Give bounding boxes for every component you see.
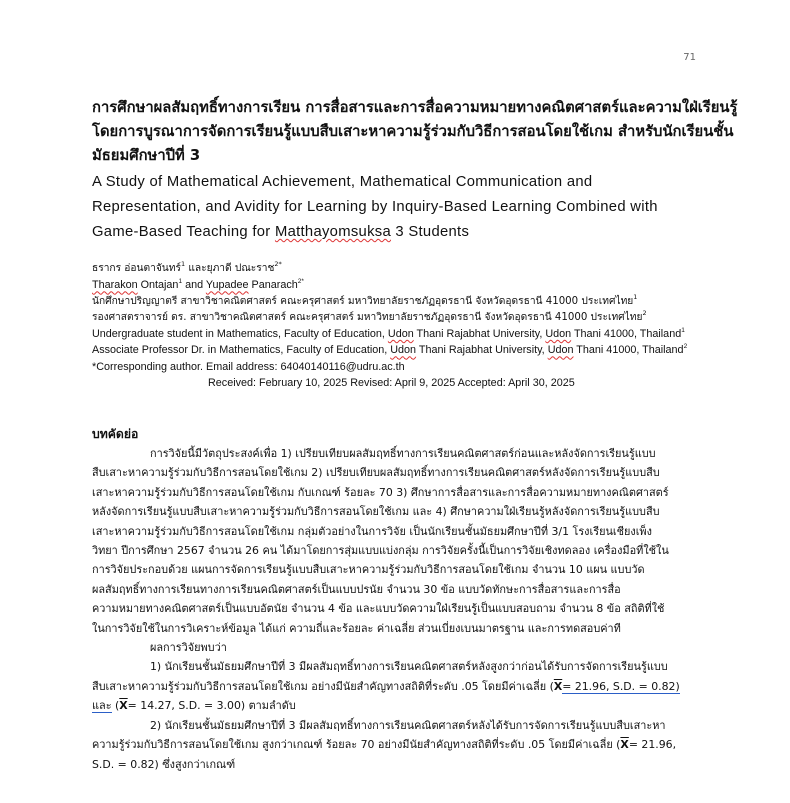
title-english-line: Representation, and Avidity for Learning by Inquiry-Based Learning Combined with xyxy=(92,199,658,215)
result-1-line: สืบเสาะหาความรู้ร่วมกับวิธีการสอนโดยใช้เกม อย่างมีนัยสำคัญทางสถิติที่ระดับ .05 โดยมีค่าเฉลี่ย ($\overline{X}= 21.96$, S.D. = 0.82) xyxy=(92,679,680,693)
title-english xyxy=(92,170,702,245)
abstract-heading: บทคัดย่อ xyxy=(92,427,139,441)
title-thai-line: การศึกษาผลสัมฤทธิ์ทางการเรียน การสื่อสารและการสื่อความหมายทางคณิตศาสตร์และความใฝ่เรียนรู้ xyxy=(92,99,738,116)
title-thai xyxy=(92,96,738,168)
authors-english: Tharakon Ontajan$^1$ and Yupadee Panarach$^{2*}$ xyxy=(92,278,304,292)
result-2-line: 2) นักเรียนชั้นมัธยมศึกษาปีที่ 3 มีผลสัมฤทธิ์ทางการเรียนคณิตศาสตร์หลังได้รับการจัดการเรียนรู้แบบสืบเสาะหา xyxy=(150,718,666,732)
author-block xyxy=(92,261,712,391)
abstract-line: การวิจัยประกอบด้วย แผนการจัดการเรียนรู้แบบสืบเสาะหาความรู้ร่วมกับวิธีการสอนโดยใช้เกม จำนวน 10 แผน แบบวัด xyxy=(92,563,645,577)
abstract-body xyxy=(92,444,700,774)
abstract-line: หลังจัดการเรียนรู้แบบสืบเสาะหาความรู้ร่วมกับวิธีการสอนโดยใช้เกม และ 4) ศึกษาความใฝ่เรียนรู้หลังจัดการเรียนรู้แบบสืบ xyxy=(92,505,660,519)
page-number: 71 xyxy=(683,52,696,63)
title-english-line: Game-Based Teaching for Matthayomsuksa 3 Students xyxy=(92,224,470,240)
corresponding-author: *Corresponding author. Email address: 64040140116@udru.ac.th xyxy=(92,360,405,373)
title-thai-line: มัธยมศึกษาปีที่ 3 xyxy=(92,147,201,164)
abstract-line: สืบเสาะหาความรู้ร่วมกับวิธีการสอนโดยใช้เกม 2) เปรียบเทียบผลสัมฤทธิ์ทางการเรียนคณิตศาสตร์หลังจัดการเรียนรู้แบบสืบ xyxy=(92,466,660,480)
abstract-line: เสาะหาความรู้ร่วมกับวิธีการสอนโดยใช้เกม กับเกณฑ์ ร้อยละ 70 3) ศึกษาการสื่อสารและการสื่อความหมายทางคณิตศาสตร์ xyxy=(92,485,669,499)
title-english-line: A Study of Mathematical Achievement, Mathematical Communication and xyxy=(92,174,593,190)
results-label: ผลการวิจัยพบว่า xyxy=(150,641,227,655)
result-1-line: 1) นักเรียนชั้นมัธยมศึกษาปีที่ 3 มีผลสัมฤทธิ์ทางการเรียนคณิตศาสตร์หลังสูงกว่าก่อนได้รับการจัดการเรียนรู้แบบ xyxy=(150,660,668,674)
abstract-line: ในการวิจัยใช้ในการวิเคราะห์ข้อมูล ได้แก่ ความถี่และร้อยละ ค่าเฉลี่ย ส่วนเบี่ยงเบนมาตรฐาน และการทดสอบค่าที xyxy=(92,621,621,635)
title-thai-line: โดยการบูรณาการจัดการเรียนรู้แบบสืบเสาะหาความรู้ร่วมกับวิธีการสอนโดยใช้เกม สำหรับนักเรียนชั้น xyxy=(92,123,734,140)
result-2-line: ความรู้ร่วมกับวิธีการสอนโดยใช้เกม สูงกว่าเกณฑ์ ร้อยละ 70 อย่างมีนัยสำคัญทางสถิติที่ระดับ .05 โดยมีค่าเฉลี่ย ($\overline{X}= 21.96$, xyxy=(92,738,677,752)
submission-dates: Received: February 10, 2025 Revised: April 9, 2025 Accepted: April 30, 2025 xyxy=(208,377,575,390)
affiliation-english-1: Undergraduate student in Mathematics, Faculty of Education, Udon Thani Rajabhat University, Udon Thani 41000, Thailand$^1$ xyxy=(92,327,685,341)
result-2-line: S.D. = 0.82) ซึ่งสูงกว่าเกณฑ์ xyxy=(92,757,236,771)
abstract-line: การวิจัยนี้มีวัตถุประสงค์เพื่อ 1) เปรียบเทียบผลสัมฤทธิ์ทางการเรียนคณิตศาสตร์ก่อนและหลังจัดการเรียนรู้แบบ xyxy=(150,447,656,460)
authors-thai: ธรากร อ่อนตาจันทร์$^1$ และยุภาดี ปณะราช$^{2*}$ xyxy=(92,260,282,274)
abstract-line: วิทยา ปีการศึกษา 2567 จำนวน 26 คน ได้มาโดยการสุ่มแบบแบ่งกลุ่ม การวิจัยครั้งนี้เป็นการวิจัยเชิงทดลอง เครื่องมือที่ใช้ใน xyxy=(92,544,669,558)
result-1-line: และ ($\overline{X}= 14.27$, S.D. = 3.00) ตามลำดับ xyxy=(92,699,296,713)
abstract-line: เสาะหาความรู้ร่วมกับวิธีการสอนโดยใช้เกม กลุ่มตัวอย่างในการวิจัย เป็นนักเรียนชั้นมัธยมศึกษาปีที่ 3/1 โรงเรียนเชียงเพ็ง xyxy=(92,524,652,538)
affiliation-thai-2: รองศาสตราจารย์ ดร. สาขาวิชาคณิตศาสตร์ คณะครุศาสตร์ มหาวิทยาลัยราชภัฏอุดรธานี จังหวัดอุดรธานี 41000 ประเทศไทย$^2$ xyxy=(92,308,647,323)
affiliation-english-2: Associate Professor Dr. in Mathematics, Faculty of Education, Udon Thani Rajabhat University, Udon Thani 41000, Thailand$^2$ xyxy=(92,343,688,357)
affiliation-thai-1: นักศึกษาปริญญาตรี สาขาวิชาคณิตศาสตร์ คณะครุศาสตร์ มหาวิทยาลัยราชภัฏอุดรธานี จังหวัดอุดรธานี 41000 ประเทศไทย$^1$ xyxy=(92,292,638,307)
abstract-line: ความหมายทางคณิตศาสตร์เป็นแบบอัตนัย จำนวน 4 ข้อ และแบบวัดความใฝ่เรียนรู้เป็นแบบสอบถาม จำนวน 8 ข้อ สถิติที่ใช้ xyxy=(92,602,665,616)
abstract-line: ผลสัมฤทธิ์ทางการเรียนทางการเรียนคณิตศาสตร์เป็นแบบปรนัย จำนวน 30 ข้อ แบบวัดทักษะการสื่อสารและการสื่อ xyxy=(92,582,621,596)
